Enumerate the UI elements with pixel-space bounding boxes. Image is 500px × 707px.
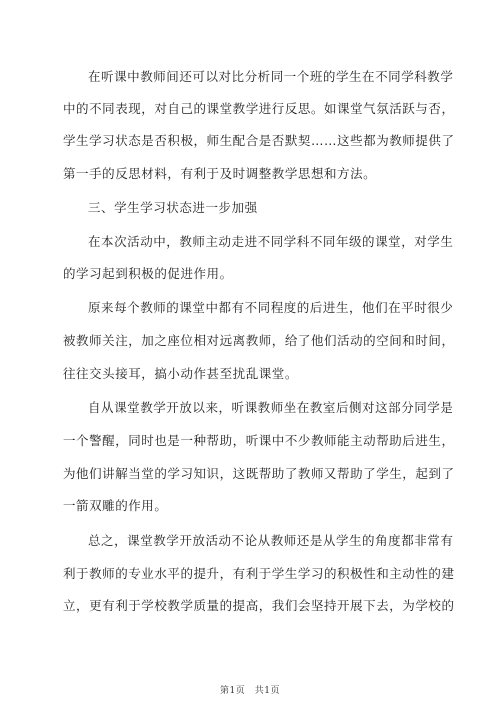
paragraph-4-line-2: 一个警醒，同时也是一种帮助，听课中不少教师能主动帮助后进生， xyxy=(63,433,455,448)
paragraph-4-line-4: 一箭双雕的作用。 xyxy=(63,498,168,513)
page-footer: 第1页 共1页 xyxy=(220,686,280,696)
paragraph-5-line-2: 利于教师的专业水平的提升，有利于学生学习的积极性和主动性的建 xyxy=(63,566,455,581)
paragraph-4-line-1: 自从课堂教学开放以来，听课教师坐在教室后侧对这部分同学是 xyxy=(88,400,454,415)
paragraph-2-line-1: 在本次活动中，教师主动走进不同学科不同年级的课堂，对学生 xyxy=(88,234,454,249)
paragraph-5-line-1: 总之，课堂教学开放活动不论从教师还是从学生的角度都非常有 xyxy=(88,533,454,548)
paragraph-2-line-2: 的学习起到积极的促进作用。 xyxy=(63,266,233,281)
paragraph-4-line-3: 为他们讲解当堂的学习知识，这既帮助了教师又帮助了学生，起到了 xyxy=(63,466,455,481)
paragraph-1-line-2: 中的不同表现，对自己的课堂教学进行反思。如课堂气氛活跃与否， xyxy=(63,101,455,116)
paragraph-5-line-3: 立，更有利于学校教学质量的提高，我们会坚持开展下去，为学校的 xyxy=(63,598,455,613)
paragraph-3-line-1: 原来每个教师的课堂中都有不同程度的后进生，他们在平时很少 xyxy=(88,300,454,315)
section-heading: 三、学生学习状态进一步加强 xyxy=(88,200,258,215)
paragraph-1-line-3: 学生学习状态是否积极，师生配合是否默契……这些都为教师提供了 xyxy=(63,133,455,148)
paragraph-3-line-2: 被教师关注，加之座位相对远离教师，给了他们活动的空间和时间， xyxy=(63,333,455,348)
paragraph-3-line-3: 往往交头接耳，搞小动作甚至扰乱课堂。 xyxy=(63,366,298,381)
paragraph-1-line-1: 在听课中教师间还可以对比分析同一个班的学生在不同学科教学 xyxy=(88,69,454,84)
paragraph-1-line-4: 第一手的反思材料，有利于及时调整教学思想和方法。 xyxy=(63,166,377,181)
